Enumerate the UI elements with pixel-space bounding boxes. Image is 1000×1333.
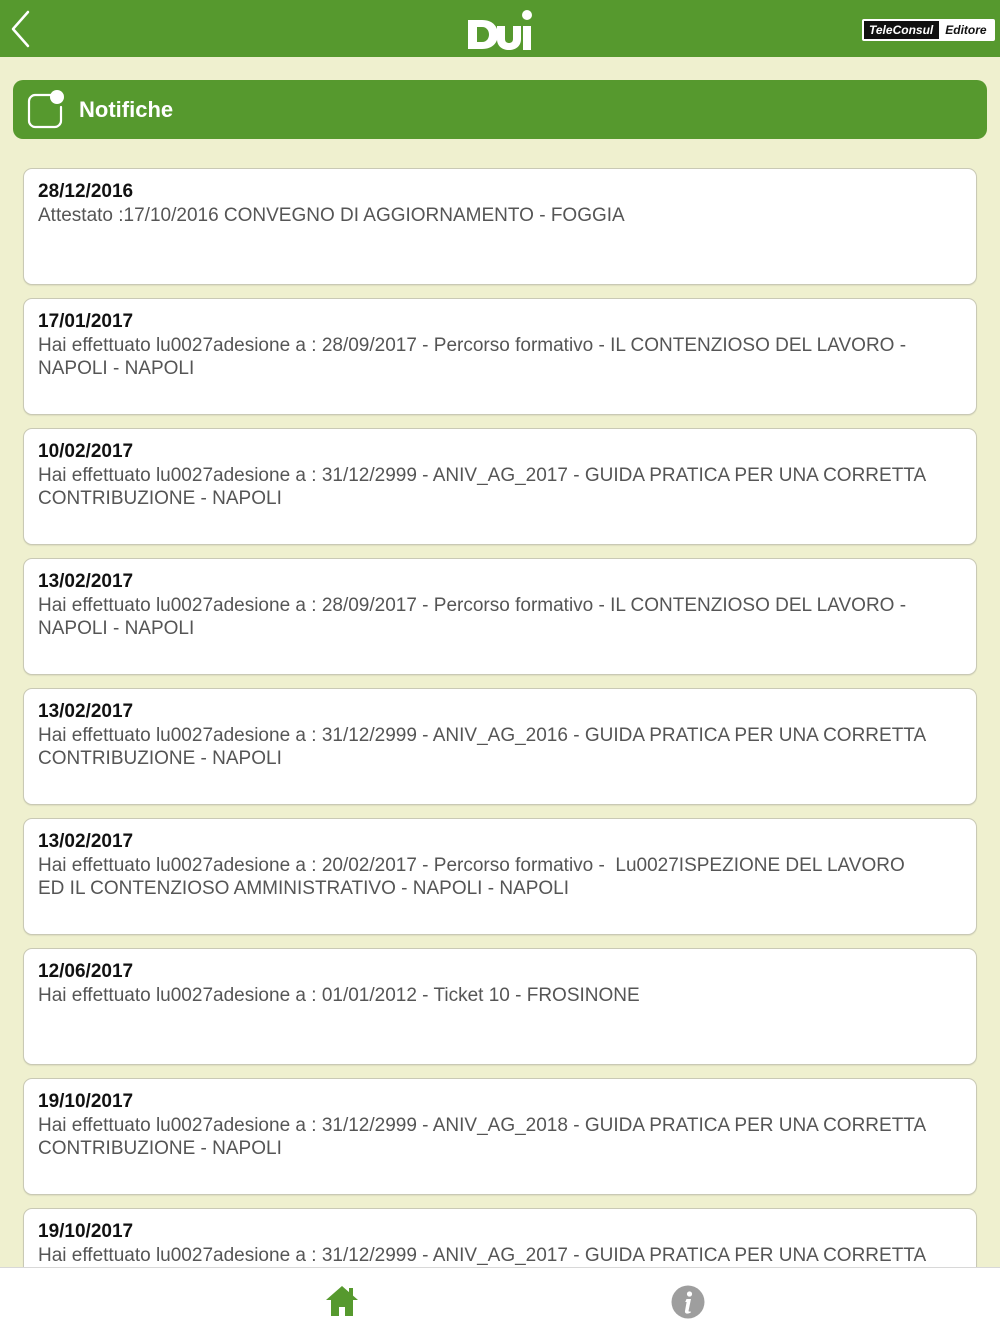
notification-date: 10/02/2017	[38, 441, 134, 462]
notification-text: Hai effettuato lu0027adesione a : 31/12/2999 - ANIV_AG_2017 - GUIDA PRATICA PER UNA CORRETTA CONTRIBUZIONE - NAPOLI	[38, 465, 927, 509]
notification-date: 19/10/2017	[38, 1221, 134, 1242]
home-icon	[324, 1284, 360, 1318]
notification-text: Attestato :17/10/2016 CONVEGNO DI AGGIORNAMENTO - FOGGIA	[38, 205, 625, 226]
notification-text: Hai effettuato lu0027adesione a : 31/12/2999 - ANIV_AG_2018 - GUIDA PRATICA PER UNA CORRETTA CONTRIBUZIONE - NAPOLI	[38, 1115, 927, 1159]
notification-date: 13/02/2017	[38, 701, 134, 722]
publisher-badge	[862, 19, 995, 41]
notification-icon	[25, 89, 67, 131]
bottom-tab-bar	[0, 1267, 1000, 1333]
notification-card[interactable]	[23, 688, 977, 805]
section-header	[13, 80, 987, 139]
app-logo	[464, 6, 536, 52]
notification-card[interactable]	[23, 948, 977, 1065]
notification-text: Hai effettuato lu0027adesione a : 01/01/2012 - Ticket 10 - FROSINONE	[38, 985, 640, 1006]
notification-date: 28/12/2016	[38, 181, 134, 202]
notification-date: 12/06/2017	[38, 961, 134, 982]
notification-list[interactable]	[0, 160, 1000, 1267]
chevron-left-icon	[6, 8, 40, 50]
notification-card[interactable]	[23, 1208, 977, 1267]
info-icon	[671, 1285, 705, 1319]
notification-date: 13/02/2017	[38, 831, 134, 852]
info-button[interactable]	[671, 1285, 705, 1319]
notification-card[interactable]	[23, 168, 977, 285]
notification-text: Hai effettuato lu0027adesione a : 20/02/2017 - Percorso formativo - Lu0027ISPEZIONE DEL LAVORO ED IL CONTENZIOSO AMMINISTRATIVO - NAPOLI - NAPOLI	[38, 855, 905, 899]
notification-card[interactable]	[23, 1078, 977, 1195]
notification-text: Hai effettuato lu0027adesione a : 28/09/2017 - Percorso formativo - IL CONTENZIOSO DEL LAVORO - NAPOLI - NAPOLI	[38, 335, 907, 379]
notification-card[interactable]	[23, 558, 977, 675]
dui-logo	[464, 6, 536, 52]
notification-text: Hai effettuato lu0027adesione a : 28/09/2017 - Percorso formativo - IL CONTENZIOSO DEL LAVORO - NAPOLI - NAPOLI	[38, 595, 907, 639]
brand-name-left: TeleConsul	[864, 21, 939, 39]
notification-card[interactable]	[23, 298, 977, 415]
notification-date: 13/02/2017	[38, 571, 134, 592]
page-title: Notifiche	[79, 97, 174, 122]
notification-date: 17/01/2017	[38, 311, 134, 332]
notification-card[interactable]	[23, 428, 977, 545]
notification-card[interactable]	[23, 818, 977, 935]
brand-name-right: Editore	[939, 21, 992, 39]
notification-text: Hai effettuato lu0027adesione a : 31/12/2999 - ANIV_AG_2017 - GUIDA PRATICA PER UNA CORRETTA	[38, 1245, 927, 1266]
top-bar	[0, 0, 1000, 57]
notification-date: 19/10/2017	[38, 1091, 134, 1112]
back-button[interactable]	[6, 8, 40, 50]
notification-text: Hai effettuato lu0027adesione a : 31/12/2999 - ANIV_AG_2016 - GUIDA PRATICA PER UNA CORRETTA CONTRIBUZIONE - NAPOLI	[38, 725, 927, 769]
home-button[interactable]	[324, 1284, 360, 1318]
